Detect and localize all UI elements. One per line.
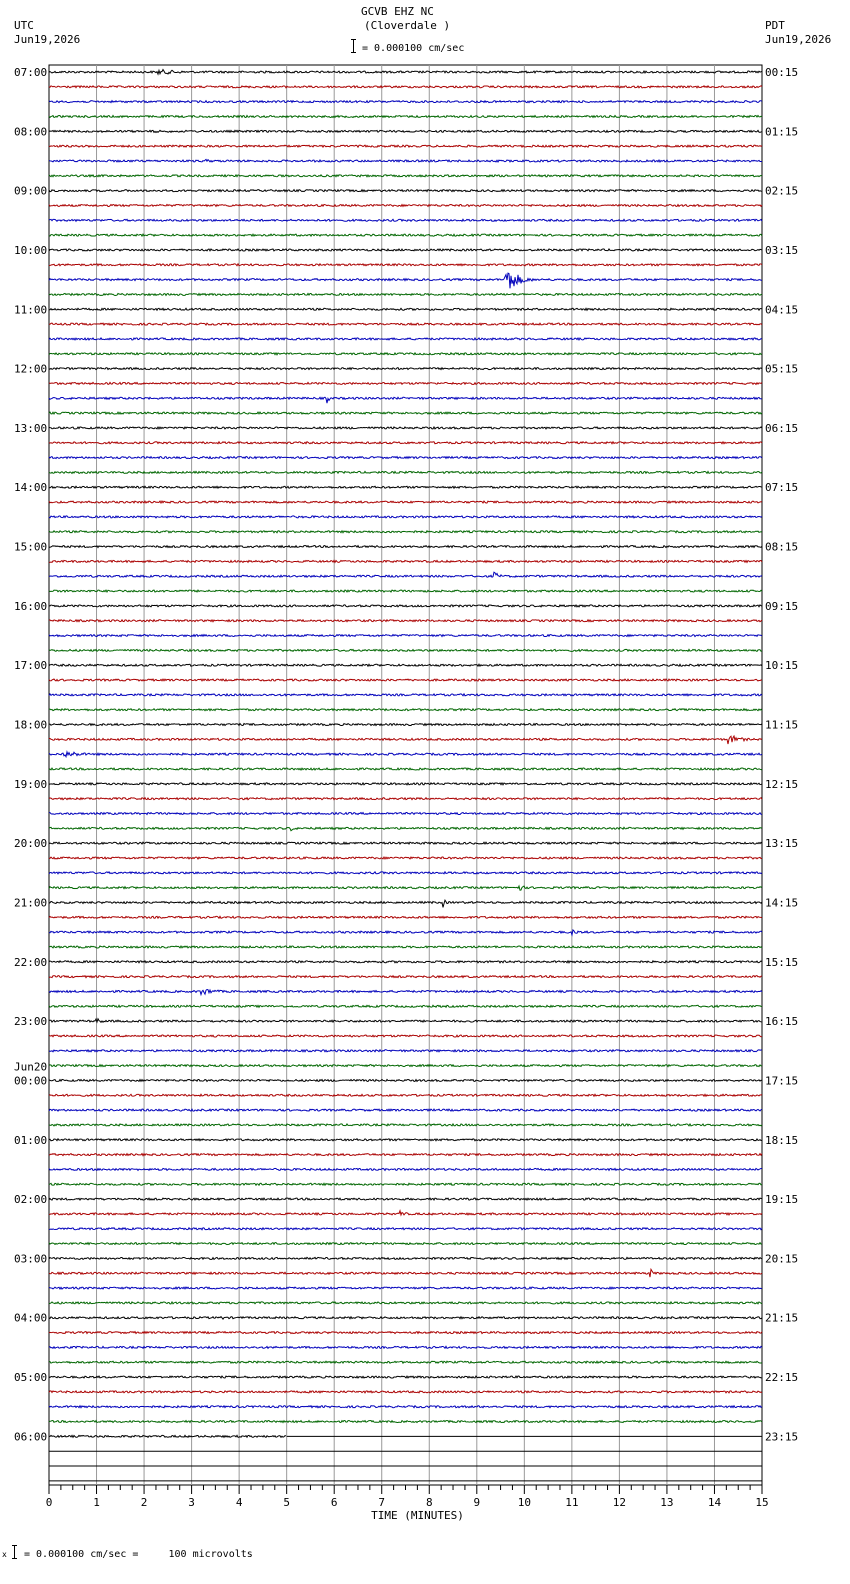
utc-hour-label: 01:00 (14, 1133, 48, 1147)
seismic-trace (49, 946, 762, 948)
pdt-zone-label: PDT (765, 19, 785, 32)
seismic-trace (49, 516, 762, 518)
seismic-trace (49, 1050, 762, 1052)
seismic-trace (49, 1109, 762, 1111)
utc-hour-label: 21:00 (14, 896, 48, 910)
seismic-trace (49, 546, 762, 548)
pdt-hour-label: 05:15 (765, 362, 799, 376)
seismic-trace (49, 368, 762, 370)
x-tick-label: 2 (140, 1496, 148, 1509)
seismic-trace (49, 1005, 762, 1007)
pdt-hour-label: 14:15 (765, 896, 799, 910)
seismic-trace (49, 190, 762, 192)
seismic-trace (49, 679, 762, 681)
seismic-trace (49, 1019, 762, 1023)
pdt-hour-label: 03:15 (765, 243, 799, 257)
utc-date-change-label: Jun20 (14, 1060, 48, 1074)
utc-hour-label: 18:00 (14, 718, 48, 732)
seismic-trace (49, 976, 762, 978)
utc-hour-label: 04:00 (14, 1311, 48, 1325)
pdt-hour-label: 09:15 (765, 599, 799, 613)
seismic-trace (49, 724, 762, 726)
pdt-hour-label: 20:15 (765, 1252, 799, 1266)
x-tick-label: 6 (330, 1496, 338, 1509)
seismic-trace (49, 961, 762, 963)
station-location: (Cloverdale ) (364, 19, 451, 32)
seismic-trace (49, 1168, 762, 1170)
pdt-hour-label: 12:15 (765, 777, 799, 791)
utc-hour-label: 23:00 (14, 1015, 48, 1029)
x-tick-label: 7 (378, 1496, 386, 1509)
pdt-hour-label: 13:15 (765, 837, 799, 851)
x-tick-label: 14 (707, 1496, 722, 1509)
seismic-trace (49, 86, 762, 88)
seismic-trace (49, 709, 762, 711)
seismic-trace (49, 1079, 762, 1081)
utc-hour-label: 15:00 (14, 540, 48, 554)
seismic-trace (49, 1198, 762, 1200)
seismic-trace (49, 145, 762, 147)
seismic-trace (49, 664, 762, 666)
x-tick-label: 13 (660, 1496, 674, 1509)
x-tick-label: 9 (473, 1496, 481, 1509)
seismic-trace (49, 886, 762, 890)
seismic-trace (49, 1124, 762, 1126)
seismic-trace (49, 1183, 762, 1185)
x-tick-label: 11 (565, 1496, 579, 1509)
seismic-trace (49, 323, 762, 325)
seismic-trace (49, 605, 762, 607)
seismic-trace (49, 783, 762, 785)
utc-zone-label: UTC (14, 19, 34, 32)
pdt-hour-label: 04:15 (765, 303, 799, 317)
seismic-trace (49, 1302, 762, 1304)
seismic-trace (49, 798, 762, 800)
seismic-trace (49, 219, 762, 221)
seismic-trace (49, 1228, 762, 1230)
seismic-trace (49, 1391, 762, 1393)
seismic-trace (49, 101, 762, 103)
utc-hour-label: 16:00 (14, 599, 48, 613)
utc-hour-label: 12:00 (14, 362, 48, 376)
seismic-trace (49, 1376, 762, 1378)
seismic-trace (49, 916, 762, 918)
seismic-trace (49, 1317, 762, 1319)
seismic-trace (49, 560, 762, 562)
seismic-trace (49, 842, 762, 844)
seismic-trace (49, 1154, 762, 1156)
utc-date-label: Jun19,2026 (14, 33, 81, 46)
seismic-trace (49, 827, 762, 830)
seismic-trace (49, 1332, 762, 1334)
utc-hour-label: 07:00 (14, 66, 48, 79)
utc-hour-label: 08:00 (14, 125, 48, 139)
pdt-hour-label: 06:15 (765, 421, 799, 435)
x-tick-label: 10 (517, 1496, 531, 1509)
utc-hour-label: 05:00 (14, 1371, 48, 1385)
pdt-hour-label: 15:15 (765, 955, 799, 969)
seismic-trace (49, 1094, 762, 1096)
seismic-trace (49, 249, 762, 251)
pdt-hour-label: 16:15 (765, 1015, 799, 1029)
footer-scale-note: = 0.000100 cm/sec = 100 microvolts (24, 1549, 253, 1560)
x-tick-label: 5 (283, 1496, 290, 1509)
seismic-trace (49, 1211, 762, 1215)
seismic-trace (49, 397, 762, 403)
seismic-trace (49, 1139, 762, 1141)
utc-hour-label: 10:00 (14, 243, 48, 257)
pdt-date-label: Jun19,2026 (765, 33, 832, 46)
pdt-hour-label: 23:15 (765, 1430, 799, 1444)
seismic-trace (49, 857, 762, 859)
footer-marker: x (2, 1550, 7, 1559)
station-title: GCVB EHZ NC (361, 5, 434, 18)
seismic-trace (49, 382, 762, 384)
seismic-trace (49, 1269, 762, 1277)
seismic-trace (49, 234, 762, 236)
seismic-trace (49, 427, 762, 429)
x-tick-label: 0 (45, 1496, 53, 1509)
seismic-trace (49, 130, 762, 132)
pdt-hour-label: 18:15 (765, 1133, 799, 1147)
utc-hour-label: 19:00 (14, 777, 48, 791)
utc-hour-label: 09:00 (14, 184, 48, 198)
x-tick-label: 15 (755, 1496, 769, 1509)
pdt-hour-label: 11:15 (765, 718, 799, 732)
seismic-trace (49, 1035, 762, 1037)
x-tick-label: 4 (235, 1496, 243, 1509)
pdt-hour-label: 02:15 (765, 184, 799, 198)
footer-scale-icon (12, 1545, 17, 1559)
x-tick-label: 3 (188, 1496, 195, 1509)
seismic-trace (49, 590, 762, 592)
seismic-trace (49, 531, 762, 533)
pdt-hour-label: 07:15 (765, 481, 799, 495)
seismic-trace (49, 1346, 762, 1348)
seismic-trace (49, 273, 762, 288)
utc-hour-label: 14:00 (14, 481, 48, 495)
seismic-trace (49, 1435, 286, 1437)
seismic-trace (49, 752, 762, 757)
seismic-trace (49, 572, 762, 577)
seismic-trace (49, 338, 762, 340)
seismic-trace (49, 620, 762, 622)
seismic-trace (49, 900, 762, 907)
utc-hour-label: 02:00 (14, 1193, 48, 1207)
seismic-trace (49, 116, 762, 118)
seismic-trace (49, 457, 762, 459)
pdt-hour-label: 22:15 (765, 1371, 799, 1385)
pdt-hour-label: 17:15 (765, 1074, 799, 1088)
seismic-trace (49, 736, 762, 744)
utc-hour-label: 13:00 (14, 421, 48, 435)
utc-hour-label: 22:00 (14, 955, 48, 969)
seismic-trace (49, 204, 762, 206)
seismic-trace (49, 353, 762, 355)
utc-hour-label: 00:00 (14, 1074, 48, 1088)
utc-hour-label: 17:00 (14, 659, 48, 673)
x-tick-label: 12 (612, 1496, 627, 1509)
seismic-trace (49, 872, 762, 874)
seismic-trace (49, 1361, 762, 1363)
seismic-trace (49, 1421, 762, 1423)
seismic-trace (49, 813, 762, 815)
seismic-trace (49, 1406, 762, 1408)
scale-text: = 0.000100 cm/sec (362, 43, 465, 54)
utc-hour-label: 06:00 (14, 1430, 48, 1444)
utc-hour-label: 20:00 (14, 837, 48, 851)
x-tick-label: 1 (93, 1496, 100, 1509)
seismic-trace (49, 930, 762, 935)
seismic-trace (49, 159, 762, 162)
pdt-hour-label: 00:15 (765, 66, 799, 79)
seismic-trace (49, 1257, 762, 1259)
seismic-trace (49, 70, 762, 75)
pdt-hour-label: 21:15 (765, 1311, 799, 1325)
utc-hour-label: 11:00 (14, 303, 48, 317)
seismic-trace (49, 264, 762, 266)
pdt-hour-label: 19:15 (765, 1193, 799, 1207)
utc-hour-label: 03:00 (14, 1252, 48, 1266)
seismic-trace (49, 768, 762, 770)
seismic-trace (49, 1243, 762, 1245)
seismic-trace (49, 990, 762, 995)
seismic-trace (49, 293, 762, 295)
seismic-trace (49, 471, 762, 473)
pdt-hour-label: 10:15 (765, 659, 799, 673)
seismic-trace (49, 1065, 762, 1067)
pdt-hour-label: 01:15 (765, 125, 799, 139)
x-tick-label: 8 (425, 1496, 433, 1509)
pdt-hour-label: 08:15 (765, 540, 799, 554)
seismic-trace (49, 501, 762, 503)
x-axis-label: TIME (MINUTES) (371, 1509, 464, 1522)
seismic-trace (49, 1287, 762, 1289)
seismic-trace (49, 308, 762, 310)
seismic-trace (49, 635, 762, 637)
seismic-trace (49, 412, 762, 414)
seismic-trace (49, 486, 762, 488)
seismic-trace (49, 442, 762, 444)
seismic-trace (49, 649, 762, 651)
seismic-trace (49, 175, 762, 177)
seismic-trace (49, 694, 762, 696)
